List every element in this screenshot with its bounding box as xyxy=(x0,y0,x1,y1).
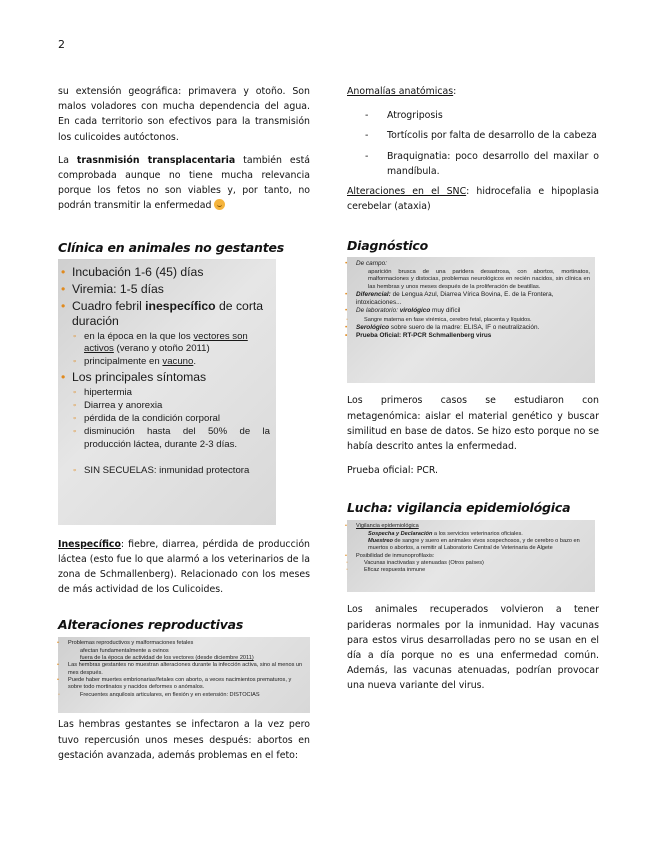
left-column xyxy=(58,84,310,763)
list-item: - Braquignatia: poco desarrollo del maxilar o mandíbula. xyxy=(347,149,599,179)
slide-line: • De campo: xyxy=(356,260,590,268)
slide-line: • Posibilidad de inmunoprofilaxis: xyxy=(356,553,590,560)
slide-subbullet: ◦ SIN SECUELAS: inmunidad protectora xyxy=(72,465,270,477)
slide-diagnostico xyxy=(347,257,595,383)
slide-bullet: • Viremia: 1-5 días xyxy=(72,282,270,297)
slide-subbullet: ◦ principalmente en vacuno. xyxy=(72,356,270,368)
slide-subbullet: ◦ pérdida de la condición corporal xyxy=(72,413,270,425)
slide-subbullet: ◦ hipertermia xyxy=(72,387,270,399)
slide-line: Muestreo de sangre y suero en animales vivos sospechosos, y de cerebro o bazo en muertos o abortos, a remitir al Laboratorio Central de Veterinaria de Algete xyxy=(368,538,580,552)
slide-bullet: • Los principales síntomas xyxy=(72,370,270,385)
paragraph-geography: su extensión geográfica: primavera y otoño. Son malos voladores con mucha dependencia del agua. En cada territorio son efectivos para la transmisión los culicoides autóctonos. xyxy=(58,86,310,143)
smiley-icon xyxy=(214,199,225,210)
right-column xyxy=(347,84,599,694)
paragraph-hembras: Las hembras gestantes se infectaron a la vez pero tuvo repercusión unos meses después: abortos en gestación avanzada, además problemas en el feto: xyxy=(58,719,310,761)
slide-line: afectan fundamentalmente a ovinos xyxy=(80,647,169,654)
slide-line: • Vigilancia epidemiológica xyxy=(356,523,590,530)
slide-bullet: • Cuadro febril inespecífico de corta duración xyxy=(72,299,270,329)
paragraph-prueba-oficial: Prueba oficial: PCR. xyxy=(347,465,438,477)
slide-subbullet: ◦ en la época en la que los vectores son activos (verano y otoño 2011) xyxy=(72,331,270,356)
slide-line: • Prueba Oficial: RT-PCR Schmallenberg virus xyxy=(356,332,590,340)
paragraph-metagenomica: Los primeros casos se estudiaron con metagenómica: aislar el material genético y buscar similitud en base de datos. Se hizo esto porque no se había descrito antes la enfermedad. xyxy=(347,395,599,453)
slide-line: • Diferencial: de Lengua Azul, Diarrea Vírica Bovina, E. de la Frontera, intoxicaciones... xyxy=(356,291,590,307)
heading-lucha: Lucha: vigilancia epidemiológica xyxy=(347,500,571,516)
heading-reproductivas: Alteraciones reproductivas xyxy=(58,617,244,633)
slide-line: • Problemas reproductivos y malformaciones fetales xyxy=(68,640,304,647)
heading-diagnostico: Diagnóstico xyxy=(347,238,429,254)
paragraph-animales-recuperados: Los animales recuperados volvieron a tener parideras normales por la inmunidad. Hay vacunas para estos virus desarrolladas pero no se usan en el día a día porque no es una enfermedad común. Además, las vacunas atenuadas, podrían provocar una nueva variante del virus. xyxy=(347,604,599,692)
list-item: - Tortícolis por falta de desarrollo de la cabeza xyxy=(347,128,599,143)
paragraph-inespecifico: Inespecífico: fiebre, diarrea, pérdida de producción láctea (esto fue lo que alarmó a los veterinarios de la zona de Schmallenberg). Relacionado con los meses de más actividad de los Culicoides. xyxy=(58,538,310,596)
heading-anomalias: Anomalías anatómicas: xyxy=(347,86,457,97)
slide-lucha xyxy=(347,520,595,592)
slide-line: • De laboratorio: virológico muy difícil xyxy=(356,307,590,315)
paragraph-transplacental: La trasnmisión transplacentaria también está comprobada aunque no tiene mucha relevancia porque los fetos no son viables y, por tanto, no podrán transmitir la enfermedad xyxy=(58,154,311,212)
slide-reproductivas xyxy=(58,637,310,713)
slide-line: • Serológico sobre suero de la madre: ELISA, IF o neutralización. xyxy=(356,324,590,332)
slide-bullet: • Incubación 1-6 (45) días xyxy=(72,265,270,280)
slide-subbullet: ◦ Diarrea y anorexia xyxy=(72,400,270,412)
page-number: 2 xyxy=(58,38,65,51)
list-item: - Atrogriposis xyxy=(347,108,599,123)
anomalias-list xyxy=(347,108,599,179)
slide-line: ◦ Vacunas inactivadas y atenuadas (Otros países) xyxy=(356,560,590,567)
slide-line: • Las hembras gestantes no muestran alteraciones durante la infección activa, sino al menos un mes después. xyxy=(68,662,304,677)
slide-line: aparición brusca de una paridera desastrosa, con abortos, mortinatos, malformaciones y distocias, problemas neurológicos en recién nacidos, sin clínica en las hembras y unos meses después de la proliferación de beatillas. xyxy=(368,268,590,290)
slide-subbullet: ◦ disminución hasta del 50% de la producción láctea, durante 2-3 días. xyxy=(72,426,270,451)
slide-line: fuera de la época de actividad de los vectores (desde diciembre 2011) xyxy=(80,655,254,662)
slide-line: Sospecha y Declaración a los servicios veterinarios oficiales. xyxy=(368,530,523,537)
slide-line: ◦ Frecuentes anquilosis articulares, en flexión y en extensión: DISTOCIAS xyxy=(68,692,304,699)
heading-clinica: Clínica en animales no gestantes xyxy=(58,239,284,255)
paragraph-snc: Alteraciones en el SNC: hidrocefalia e hipoplasia cerebelar (ataxia) xyxy=(347,186,599,213)
slide-line: ◦ Eficaz respuesta inmune xyxy=(356,567,590,574)
slide-clinica xyxy=(58,259,276,525)
slide-line: ◦ Sangre materna en fase virémica, cerebro fetal, placenta y líquidos. xyxy=(356,316,590,324)
slide-line: • Puede haber muertes embrionarias/fetales con aborto, a veces nacimientos prematuros, y sobre todo mortinatos y nacidos deformes o anómalos. xyxy=(68,677,304,692)
